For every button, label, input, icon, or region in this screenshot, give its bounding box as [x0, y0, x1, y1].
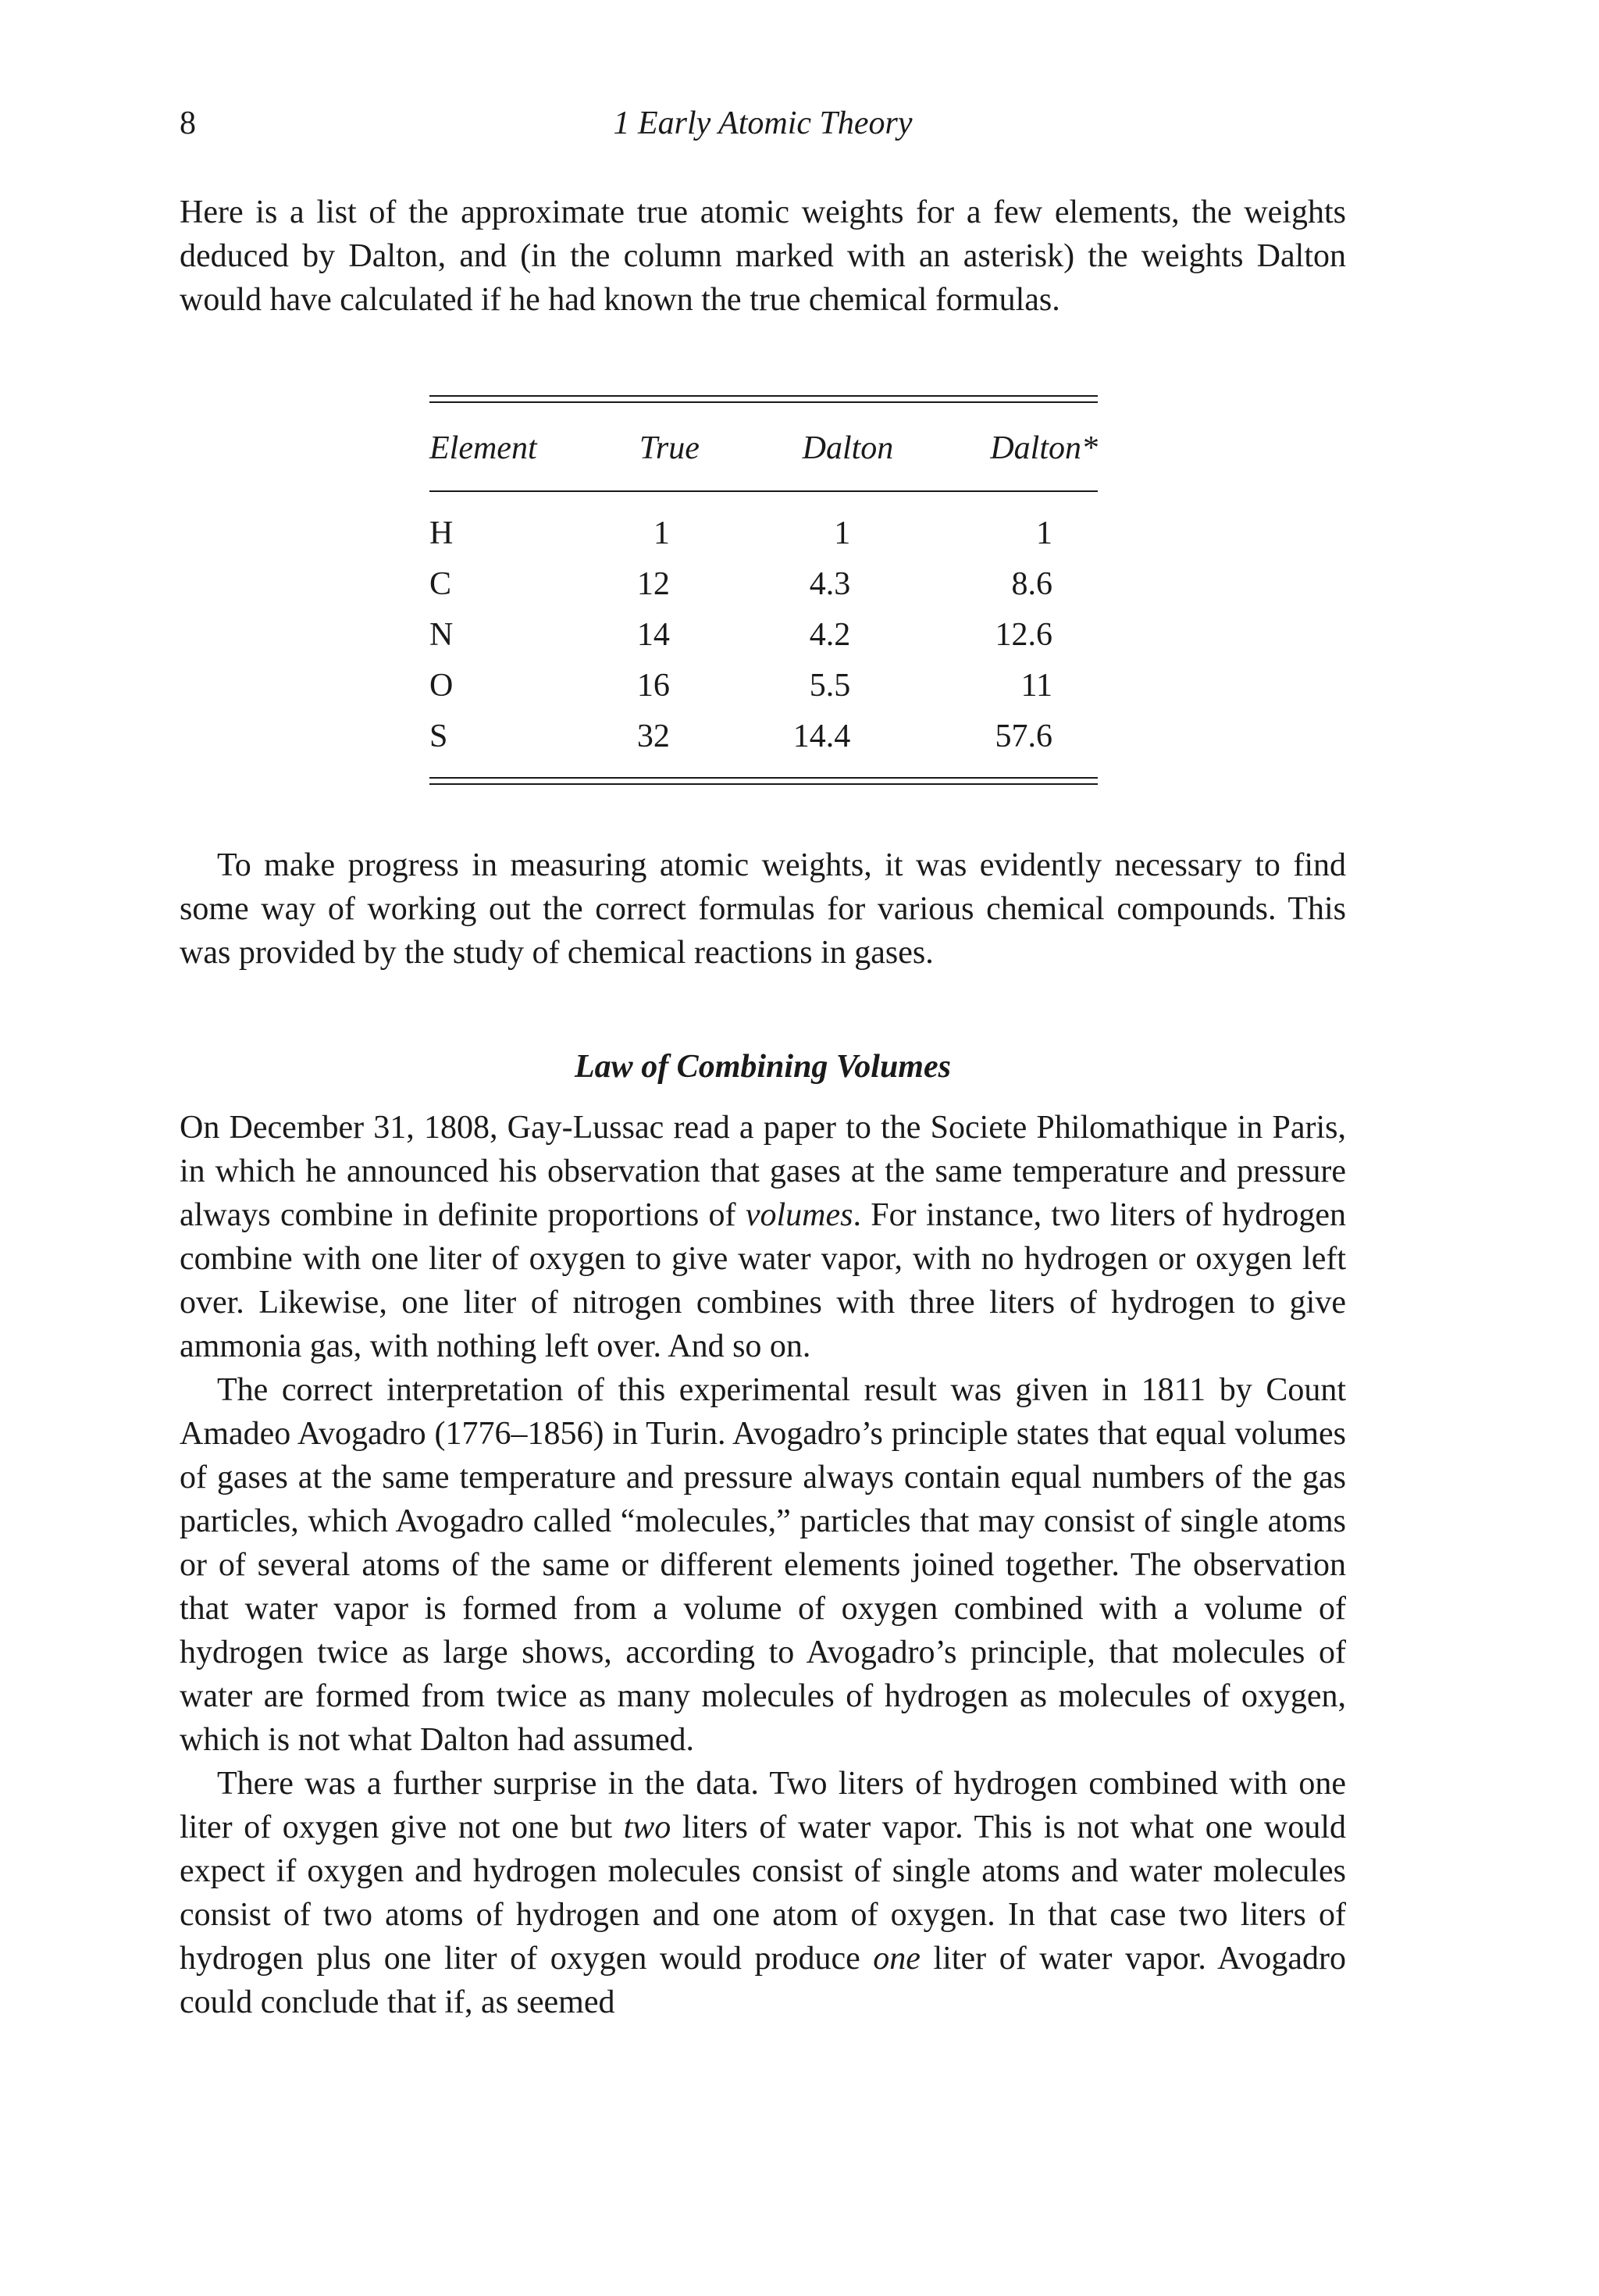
cell-true: 12: [636, 565, 670, 602]
cell-element: S: [429, 718, 448, 754]
emphasis-text: two: [623, 1809, 671, 1845]
table-top-rule: [429, 395, 1098, 403]
text-run: On December 31, 1808, Gay-Lussac read a paper to the Societe Philomathique in Paris, in which he announced his observation that gases at the same temperature and pressure always combine in definite proportions of: [180, 1110, 1346, 1233]
atomic-weights-table: [429, 395, 1098, 785]
cell-element: H: [429, 515, 454, 551]
table-row: [429, 609, 1098, 660]
cell-dalton-star: 8.6: [1011, 565, 1052, 602]
table-bottom-rule: [429, 777, 1098, 785]
cell-dalton: 5.5: [809, 667, 851, 704]
chapter-title: 1 Early Atomic Theory: [613, 105, 913, 141]
cell-dalton: 14.4: [792, 718, 851, 754]
page-number: 8: [180, 105, 196, 141]
section-paragraph-3: [180, 1762, 1346, 2024]
table-row: [429, 492, 1098, 558]
text-run: liter of water vapor. Avogadro could conclude that if, as seemed: [180, 1941, 1346, 2020]
cell-dalton: 4.2: [809, 616, 851, 653]
text-run: There was a further surprise in the data. Two liters of hydrogen combined with one liter of oxygen give not one but: [180, 1766, 1346, 1845]
text-run: . For instance, two liters of hydrogen combine with one liter of oxygen to give water vapor, with no hydrogen or oxygen left over. Likewise, one liter of nitrogen combines with three liters of hydrogen to give ammonia gas, with nothing left over. And so on.: [180, 1197, 1346, 1364]
table-row: [429, 711, 1098, 777]
header-element: Element: [429, 430, 537, 466]
section-body: [180, 1106, 1346, 2024]
section-heading: Law of Combining Volumes: [575, 1049, 951, 1085]
table-header-row: [429, 403, 1098, 490]
cell-dalton-star: 1: [1036, 515, 1052, 551]
cell-true: 16: [636, 667, 670, 704]
section-paragraph-2: The correct interpretation of this experimental result was given in 1811 by Count Amadeo Avogadro (1776–1856) in Turin. Avogadro’s principle states that equal volumes of gases at the same temperature and pressure always contain equal numbers of the gas particles, which Avogadro called “molecules,” particles that may consist of single atoms or of several atoms of the same or different elements joined together. The observation that water vapor is formed from a volume of oxygen combined with a volume of hydrogen twice as large shows, according to Avogadro’s principle, that molecules of water are formed from twice as many molecules of hydrogen as molecules of oxygen, which is not what Dalton had assumed.: [180, 1372, 1346, 1758]
cell-true: 14: [636, 616, 670, 653]
cell-element: O: [429, 667, 454, 704]
cell-dalton-star: 11: [1020, 667, 1052, 704]
cell-dalton-star: 12.6: [995, 616, 1052, 653]
cell-dalton-star: 57.6: [995, 718, 1052, 754]
running-head: [180, 100, 1346, 147]
cell-true: 32: [636, 718, 670, 754]
weights-table: [429, 403, 1098, 777]
progress-paragraph: To make progress in measuring atomic weights, it was evidently necessary to find some way of working out the correct formulas for various chemical compounds. This was provided by the study of chemical reactions in gases.: [180, 847, 1346, 971]
emphasis-text: one: [873, 1941, 921, 1977]
intro-paragraph: Here is a list of the approximate true atomic weights for a few elements, the weights deduced by Dalton, and (in the column marked with an asterisk) the weights Dalton would have calculated if he had known the true chemical formulas.: [180, 194, 1346, 318]
section-paragraph-1: [180, 1106, 1346, 1368]
emphasis-text: volumes: [745, 1197, 853, 1233]
cell-true: 1: [653, 515, 670, 551]
progress-paragraph-block: [180, 843, 1346, 975]
cell-element: C: [429, 565, 452, 602]
header-true: True: [639, 430, 700, 466]
header-dalton: Dalton: [802, 430, 894, 466]
text-run: liters of water vapor. This is not what one would expect if oxygen and hydrogen molecules consist of single atoms and water molecules consist of two atoms of hydrogen and one atom of oxygen. In that case two liters of hydrogen plus one liter of oxygen would produce: [180, 1809, 1346, 1977]
intro-paragraph-block: [180, 191, 1346, 322]
cell-dalton: 4.3: [809, 565, 851, 602]
header-dalton-star: Dalton*: [990, 430, 1098, 466]
table-row: [429, 660, 1098, 711]
cell-dalton: 1: [834, 515, 851, 551]
cell-element: N: [429, 616, 454, 653]
table-row: [429, 558, 1098, 609]
